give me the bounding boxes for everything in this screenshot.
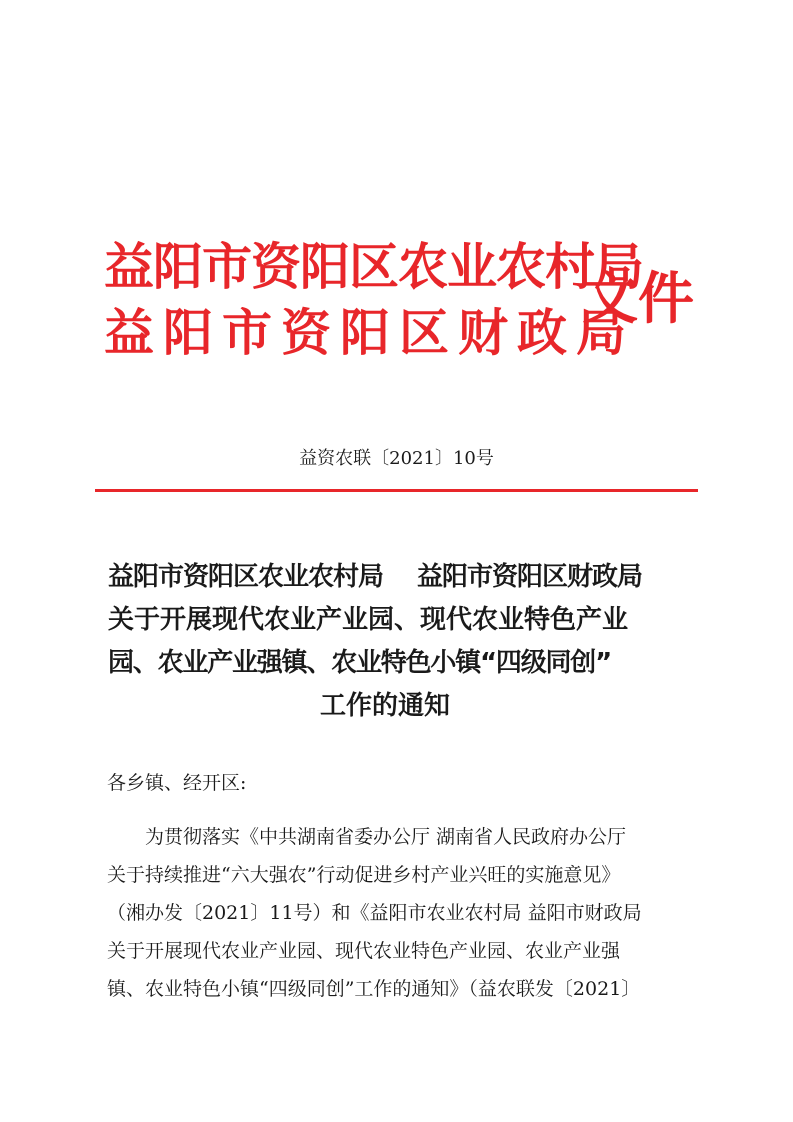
title-org-b: 益阳市资阳区财政局 xyxy=(417,562,643,592)
body-line: 镇、农业特色小镇“四级同创”工作的通知》（益农联发〔2021〕 xyxy=(107,978,641,1000)
document-title xyxy=(108,556,702,728)
body-line: 为贯彻落实《中共湖南省委办公厅 湖南省人民政府办公厅 xyxy=(145,826,627,848)
body-line: （湘办发〔2021〕11号）和《益阳市农业农村局 益阳市财政局 xyxy=(107,902,642,924)
title-line-2: 关于开展现代农业产业园、现代农业特色产业 xyxy=(108,605,629,635)
letterhead-org-line-1: 益阳市资阳区农业农村局 xyxy=(104,238,643,296)
body-line: 关于开展现代农业产业园、现代农业特色产业园、农业产业强 xyxy=(107,940,621,962)
title-line-4: 工作的通知 xyxy=(319,691,450,721)
letterhead-suffix: 文件 xyxy=(582,267,694,332)
title-org-a: 益阳市资阳区农业农村局 xyxy=(108,562,384,592)
title-line-3: 园、农业产业强镇、农业特色小镇“四级同创” xyxy=(108,648,611,678)
red-divider-line xyxy=(95,489,698,492)
letterhead xyxy=(104,238,704,388)
document-number: 益资农联〔2021〕10号 xyxy=(299,448,494,469)
title-line-1 xyxy=(108,556,702,599)
letterhead-org-line-2: 益阳市资阳区财政局 xyxy=(104,304,635,362)
salutation: 各乡镇、经开区: xyxy=(107,772,247,794)
body-text xyxy=(107,818,697,1008)
body-line: 关于持续推进“六大强农”行动促进乡村产业兴旺的实施意见》 xyxy=(107,864,621,886)
